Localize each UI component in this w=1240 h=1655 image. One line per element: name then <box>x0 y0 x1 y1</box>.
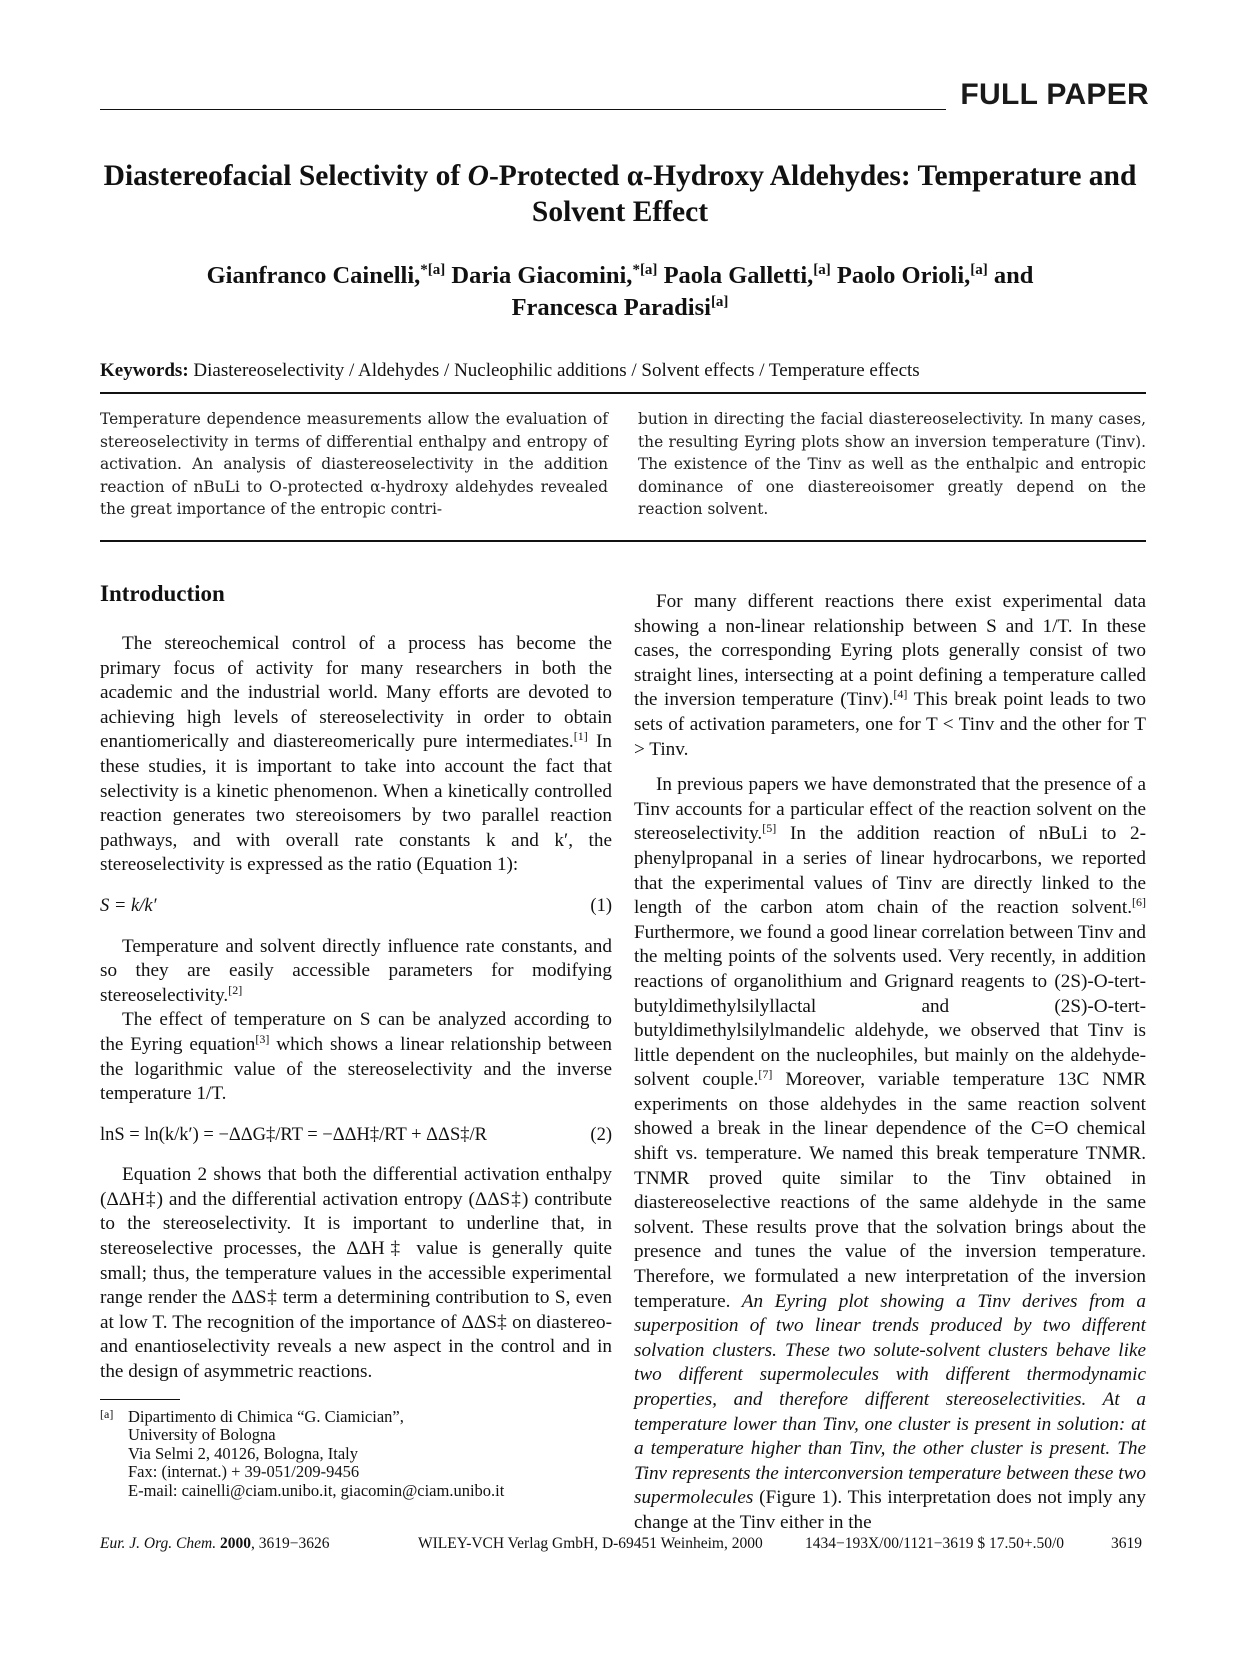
citation-ref: [4] <box>893 687 908 702</box>
footer-journal: Eur. J. Org. Chem. <box>100 1535 217 1552</box>
right-p1b: This break point leads to two sets of activation parameters, one for T < Tinv and the other for T > Tinv. <box>634 689 1146 760</box>
footer-page-number: 3619 <box>1111 1535 1142 1552</box>
equation-2-body: lnS = ln(k/k′) = −ΔΔG‡/RT = −ΔΔH‡/RT + ΔΔS‡/R <box>100 1124 487 1145</box>
equation-2 <box>100 1123 612 1148</box>
right-p2a: In previous papers we have demonstrated that the presence of a Tinv accounts for a particular effect of the reaction solvent on the stereoselectivity. <box>634 774 1146 845</box>
title-part-b: O <box>467 160 489 192</box>
footer-publisher: WILEY-VCH Verlag GmbH, D-69451 Weinheim, 2000 <box>418 1535 763 1552</box>
footer-code: 1434−193X/00/1121−3619 $ 17.50+.50/0 <box>805 1535 1065 1552</box>
header-rule <box>100 109 946 110</box>
author-name: Gianfranco Cainelli, <box>206 262 421 289</box>
footer-year: 2000 <box>219 1535 251 1552</box>
author-affiliation-mark: [a] <box>970 262 988 278</box>
abstract-bottom-rule <box>100 540 1146 542</box>
intro-p1b: In these studies, it is important to take into account the fact that selectivity is a kinetic phenomenon. When a kinetically controlled reaction generates two stereoisomers by two parallel reaction pathways, and with overall rate constants k and k′, the stereoselectivity is expressed as the ratio (Equation 1): <box>100 731 613 876</box>
right-p2c: Furthermore, we found a good linear correlation between Tinv and the melting points of the solvents used. Very recently, in addition reactions of organolithium and Grignard reagents to (2S)-O-tert-butyldimethylsilyllactal and (2S)-O-tert-butyldimethylsilylmandelic aldehyde, we observed that Tinv is little dependent on the nucleophiles, but mainly on the aldehyde-solvent couple. <box>634 921 1146 1091</box>
paper-title <box>100 158 1140 230</box>
affiliation-footnote <box>100 1408 612 1501</box>
right-p2d: Moreover, variable temperature 13C NMR experiments on those aldehydes in the same reaction solvent showed a break in the linear dependence of the C=O chemical shift vs. temperature. We named this break temperature TNMR. TNMR proved quite similar to the Tinv obtained in diastereoselective reactions of the same aldehyde in the same solvent. These results prove that the solvation brings about the presence and tunes the value of the inversion temperature. Therefore, we formulated a new interpretation of the inversion temperature. <box>634 1069 1146 1312</box>
author-name: Daria Giacomini, <box>451 262 633 289</box>
section-heading-introduction: Introduction <box>100 581 225 606</box>
right-p1: For many different reactions there exist experimental data showing a non-linear relationship between S and 1/T. In these cases, the corresponding Eyring plots generally consist of two straight lines, intersecting at a point defining a temperature called the inversion temperature (Tinv). <box>634 591 1146 711</box>
equation-1 <box>100 894 612 919</box>
paragraph <box>100 632 612 878</box>
intro-p3a: The effect of temperature on S can be analyzed according to the Eyring equation <box>100 1009 612 1055</box>
author-affiliation-mark: [a] <box>710 294 729 310</box>
abstract-right-column: bution in directing the facial diastereoselectivity. In many cases, the resulting Eyring plots show an inversion temperature (Tinv). The existence of the Tinv as well as the enthalpic and entropic dominance of one diastereoisomer greatly depend on the reaction solvent. <box>638 410 1146 518</box>
footnote-rule <box>100 1399 180 1400</box>
equation-1-body: S = k/k′ <box>100 895 157 916</box>
footnote-line: Fax: (internat.) + 39-051/209-9456 <box>128 1462 360 1482</box>
author-affiliation-mark: *[a] <box>632 262 658 278</box>
intro-p3b: which shows a linear relationship between the logarithmic value of the stereoselectivity and the inverse temperature 1/T. <box>100 1033 612 1105</box>
right-p2b: In the addition reaction of nBuLi to 2-phenylpropanal in a series of linear hydrocarbons, we reported that the experimental values of Tinv are directly linked to the length of the carbon atom chain of the reaction solvent. <box>634 823 1146 919</box>
intro-p1: The stereochemical control of a process has become the primary focus of activity for many researchers in both the academic and the industrial world. Many efforts are devoted to achieving high levels of stereoselectivity in order to obtain enantiomerically and diastereomerically pure intermediates. <box>100 633 612 753</box>
citation-ref: [3] <box>255 1031 270 1046</box>
keywords-text: Diastereoselectivity / Aldehydes / Nucleophilic additions / Solvent effects / Temperature effects <box>193 360 920 381</box>
author-and: and <box>993 262 1034 289</box>
citation-ref: [6] <box>1132 895 1146 910</box>
title-part-a: Diastereofacial Selectivity of <box>103 160 468 192</box>
footnote-line: Dipartimento di Chimica “G. Ciamician”, <box>128 1406 404 1426</box>
equation-1-number: (1) <box>590 895 612 916</box>
paragraph <box>100 1008 612 1106</box>
paragraph <box>634 773 1146 1535</box>
equation-2-number: (2) <box>590 1124 612 1145</box>
footnote-line: Via Selmi 2, 40126, Bologna, Italy <box>128 1443 358 1463</box>
citation-ref: [5] <box>762 821 777 836</box>
right-p2e: (Figure 1). This interpretation does not imply any change at the Tinv either in the <box>634 1487 1146 1533</box>
section-label: FULL PAPER <box>960 78 1149 111</box>
footer-pages: , 3619−3626 <box>250 1535 330 1552</box>
author-affiliation-mark: *[a] <box>420 262 446 278</box>
citation-ref: [7] <box>758 1067 773 1082</box>
abstract-top-rule <box>100 392 1146 394</box>
keywords <box>100 359 920 383</box>
abstract-left-column: Temperature dependence measurements allow the evaluation of stereoselectivity in terms of differential enthalpy and entropy of activation. An analysis of diastereoselectivity in the addition reaction of nBuLi to O-protected α-hydroxy aldehydes revealed the great importance of the entropic contri- <box>100 410 608 518</box>
footer-citation <box>100 1534 329 1554</box>
body-left-column <box>100 580 612 1500</box>
author-name: Paola Galletti, <box>663 262 814 289</box>
footnote-line: E-mail: cainelli@ciam.unibo.it, giacomin@ciam.unibo.it <box>128 1480 505 1500</box>
title-part-c: -Protected α-Hydroxy Aldehydes: Temperature and Solvent Effect <box>488 160 1137 228</box>
citation-ref: [1] <box>573 729 588 744</box>
keywords-label: Keywords: <box>100 360 189 381</box>
author-name: Francesca Paradisi <box>511 294 711 321</box>
intro-p2: Temperature and solvent directly influence rate constants, and so they are easily accessible parameters for modifying stereoselectivity. <box>100 935 612 1006</box>
paragraph <box>100 935 612 1009</box>
citation-ref: [2] <box>228 982 243 997</box>
author-affiliation-mark: [a] <box>813 262 831 278</box>
footnote-line: University of Bologna <box>128 1425 276 1445</box>
footnote-mark: [a] <box>100 1406 114 1421</box>
author-name: Paolo Orioli, <box>836 262 971 289</box>
body-right-column <box>634 590 1146 1536</box>
paragraph <box>634 590 1146 762</box>
paragraph: Equation 2 shows that both the differential activation enthalpy (ΔΔH‡) and the differential activation entropy (ΔΔS‡) contribute to the stereoselectivity. It is important to underline that, in stereoselective processes, the ΔΔH‡ value is generally quite small; thus, the temperature values in the accessible experimental range render the ΔΔS‡ term a determining contribution to S, even at low T. The recognition of the importance of ΔΔS‡ on diastereo- and enantioselectivity reveals a new aspect in the control and in the design of asymmetric reactions. <box>100 1164 612 1383</box>
author-list <box>100 260 1140 324</box>
right-p2-italic: An Eyring plot showing a Tinv derives from a superposition of two linear trends produced by two different solvation clusters. These two solute-solvent clusters behave like two different supermolecules with different thermodynamic properties, and therefore different stereoselectivities. At a temperature lower than Tinv, one cluster is present in solution: at a temperature higher than Tinv, the other cluster is present. The Tinv represents the interconversion temperature between these two supermolecules <box>634 1290 1146 1509</box>
